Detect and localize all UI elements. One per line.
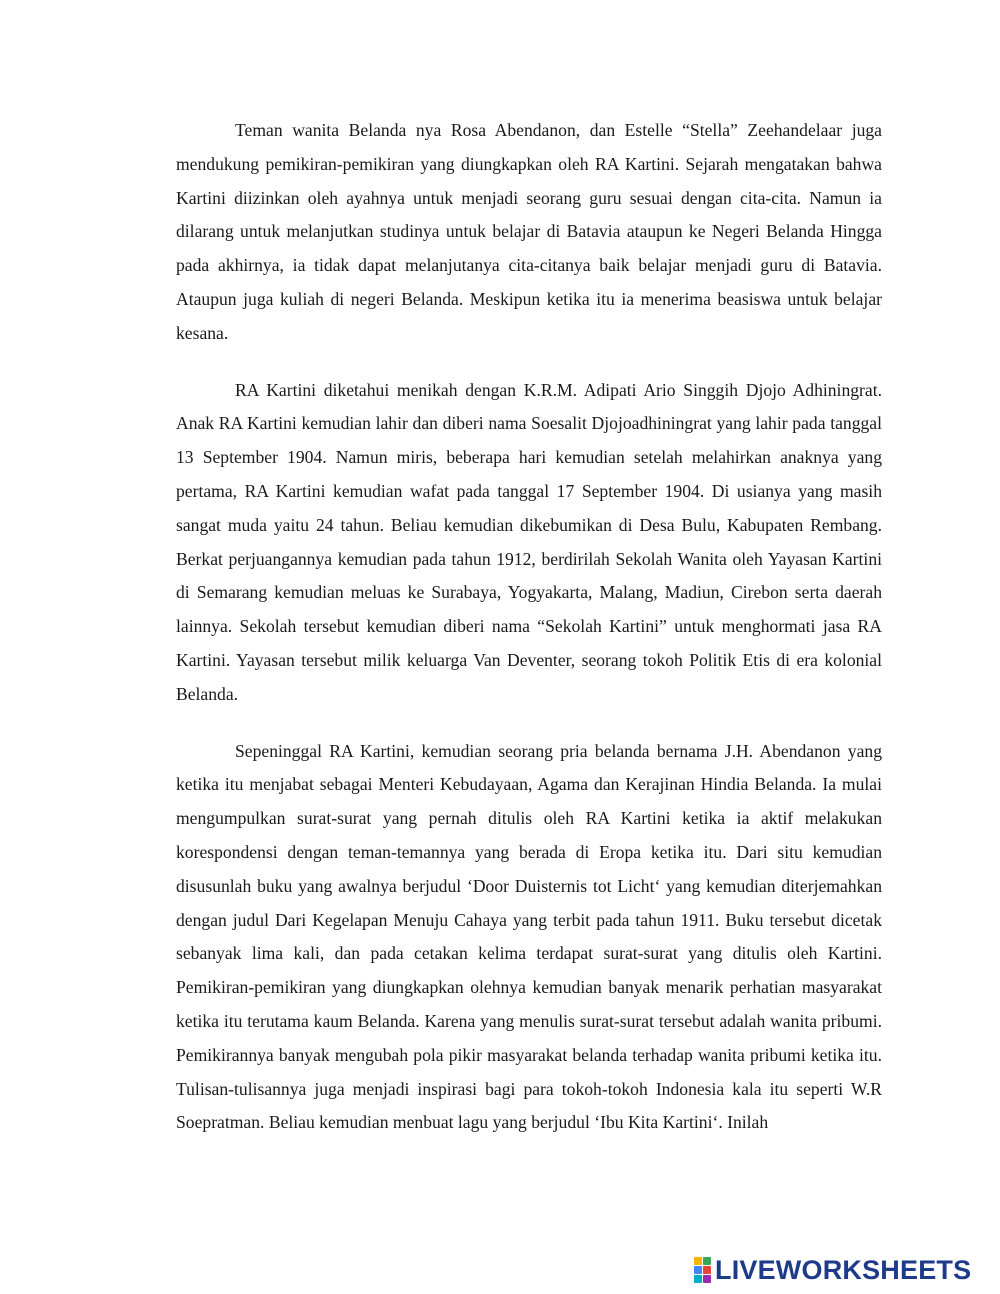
logo-cell (694, 1266, 702, 1274)
paragraph-2: RA Kartini diketahui menikah dengan K.R.M. Adipati Ario Singgih Djojo Adhiningrat. Anak RA Kartini kemudian lahir dan diberi nama Soesalit Djojoadhiningrat yang lahir pada tanggal 13 September 1904. Namun miris, beberapa hari kemudian setelah melahirkan anaknya yang pertama, RA Kartini kemudian wafat pada tanggal 17 September 1904. Di usianya yang masih sangat muda yaitu 24 tahun. Beliau kemudian dikebumikan di Desa Bulu, Kabupaten Rembang. Berkat perjuangannya kemudian pada tahun 1912, berdirilah Sekolah Wanita oleh Yayasan Kartini di Semarang kemudian meluas ke Surabaya, Yogyakarta, Malang, Madiun, Cirebon serta daerah lainnya. Sekolah tersebut kemudian diberi nama “Sekolah Kartini” untuk menghormati jasa RA Kartini. Yayasan tersebut milik keluarga Van Deventer, seorang tokoh Politik Etis di era kolonial Belanda. (176, 379, 882, 704)
logo-cell (694, 1275, 702, 1283)
logo-cell (694, 1257, 702, 1265)
logo-cell (703, 1275, 711, 1283)
paragraph-1: Teman wanita Belanda nya Rosa Abendanon, dan Estelle “Stella” Zeehandelaar juga mendukung pemikiran-pemikiran yang diungkapkan oleh RA Kartini. Sejarah mengatakan bahwa Kartini diizinkan oleh ayahnya untuk menjadi seorang guru sesuai dengan cita-cita. Namun ia dilarang untuk melanjutkan studinya untuk belajar di Batavia ataupun ke Negeri Belanda Hingga pada akhirnya, ia tidak dapat melanjutanya cita-citanya baik belajar menjadi guru di Batavia. Ataupun juga kuliah di negeri Belanda. Meskipun ketika itu ia menerima beasiswa untuk belajar kesana. (176, 120, 882, 343)
watermark-text: LIVEWORKSHEETS (715, 1255, 972, 1285)
liveworksheets-logo-icon (694, 1257, 712, 1283)
logo-cell (703, 1257, 711, 1265)
logo-cell (703, 1266, 711, 1274)
paragraph-3: Sepeninggal RA Kartini, kemudian seorang pria belanda bernama J.H. Abendanon yang ketika itu menjabat sebagai Menteri Kebudayaan, Agama dan Kerajinan Hindia Belanda. Ia mulai mengumpulkan surat-surat yang pernah ditulis oleh RA Kartini ketika ia aktif melakukan korespondensi dengan teman-temannya yang berada di Eropa ketika itu. Dari situ kemudian disusunlah buku yang awalnya berjudul ‘Door Duisternis tot Licht‘ yang kemudian diterjemahkan dengan judul Dari Kegelapan Menuju Cahaya yang terbit pada tahun 1911. Buku tersebut dicetak sebanyak lima kali, dan pada cetakan kelima terdapat surat-surat yang ditulis oleh Kartini. Pemikiran-pemikiran yang diungkapkan olehnya kemudian banyak menarik perhatian masyarakat ketika itu terutama kaum Belanda. Karena yang menulis surat-surat tersebut adalah wanita pribumi. Pemikirannya banyak mengubah pola pikir masyarakat belanda terhadap wanita pribumi ketika itu. Tulisan-tulisannya juga menjadi inspirasi bagi para tokoh-tokoh Indonesia kala itu seperti W.R Soepratman. Beliau kemudian menbuat lagu yang berjudul ‘Ibu Kita Kartini‘. Inilah (176, 740, 882, 1133)
document-body (176, 114, 882, 1140)
liveworksheets-watermark[interactable] (694, 1254, 971, 1286)
